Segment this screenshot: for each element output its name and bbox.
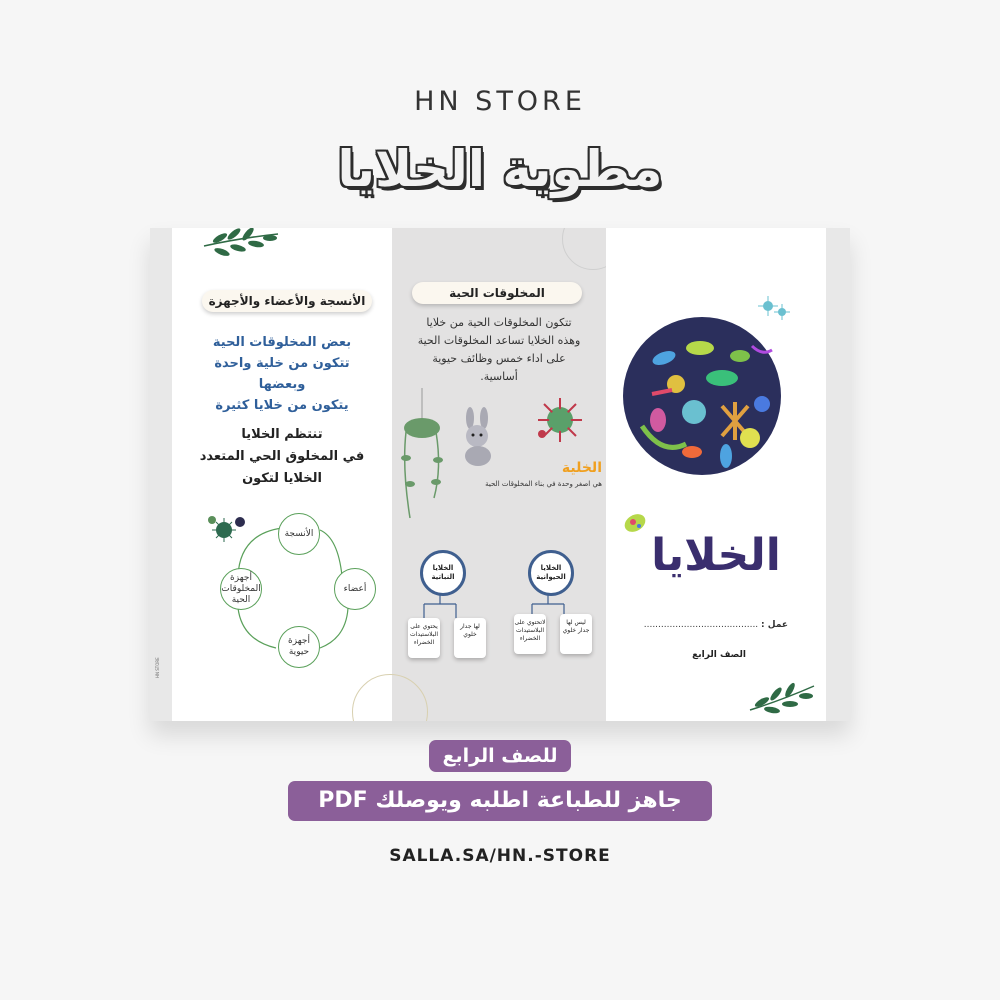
plant-cell-node: الخلايا النباتية [420,550,466,596]
body-line: وبعضها [258,377,306,392]
animal-cell-node: الخلايا الحيوانية [528,550,574,596]
cell-title: الخلية [561,460,602,476]
body-line: الخلايا لتكون [242,471,322,486]
page-title: مطوية الخلايا [337,140,663,198]
body-line: تنتظم الخلايا [241,427,323,442]
body-line: يتكون من خلايا كثيرة [215,398,349,413]
body-line: تتكون من خلية واحدة [214,356,350,371]
panel-living-things [392,228,606,721]
panel-cover [606,228,826,721]
ready-badge: جاهز للطباعة اطلبه ويوصلك PDF [288,781,712,821]
cycle-organisms: أجهزة المخلوقات الحية [220,568,262,610]
brochure-edge-right [826,228,850,721]
animal-card: لاتحتوي على البلاستيدات الخضراء [514,614,546,654]
leaf-icon [200,228,280,264]
bacteria-circle-icon [622,316,782,476]
body-line: أساسية. [480,370,518,383]
body-line: بعض المخلوقات الحية [212,335,352,350]
body-line: في المخلوق الحي المتعدد [199,449,365,464]
cycle-organs: أعضاء [334,568,376,610]
rabbit-icon [454,406,502,468]
cycle-tissues: الأنسجة [278,513,320,555]
section-heading: المخلوقات الحية [412,282,582,304]
grade-label: الصف الرابع [692,650,746,660]
cover-title: الخلايا [651,530,781,581]
body-line: على اداء خمس وظائف حيوية [432,352,566,365]
store-url[interactable]: SALLA.SA/HN.-STORE [389,846,611,866]
spine-text: HN STORE [155,657,160,678]
hanging-plant-icon [392,388,452,528]
body-line: تتكون المخلوقات الحية من خلايا [426,316,572,329]
work-field [638,620,788,630]
panel-tissues [172,228,392,721]
work-dots: ........................................ [643,620,759,630]
cell-definition: هي اصغر وحدة في بناء المخلوقات الحية [485,480,602,488]
leaf-icon [746,680,816,720]
cycle-systems: أجهزة حيوية [278,626,320,668]
work-label: عمل : [761,620,788,630]
store-name: HN STORE [414,86,586,117]
body-line: وهذه الخلايا تساعد المخلوقات الحية [417,334,581,347]
animal-card: ليس لها جدار خلوي [560,614,592,654]
plant-card: لها جدار خلوي [454,618,486,658]
section-heading: الأنسجة والأعضاء والأجهزة [202,290,372,312]
plant-card: يحتوي على البلاستيدات الخضراء [408,618,440,658]
grade-badge: للصف الرابع [429,740,571,772]
virus-icon [532,394,588,446]
brochure-edge-left [150,228,172,721]
brochure-mockup [150,228,850,721]
